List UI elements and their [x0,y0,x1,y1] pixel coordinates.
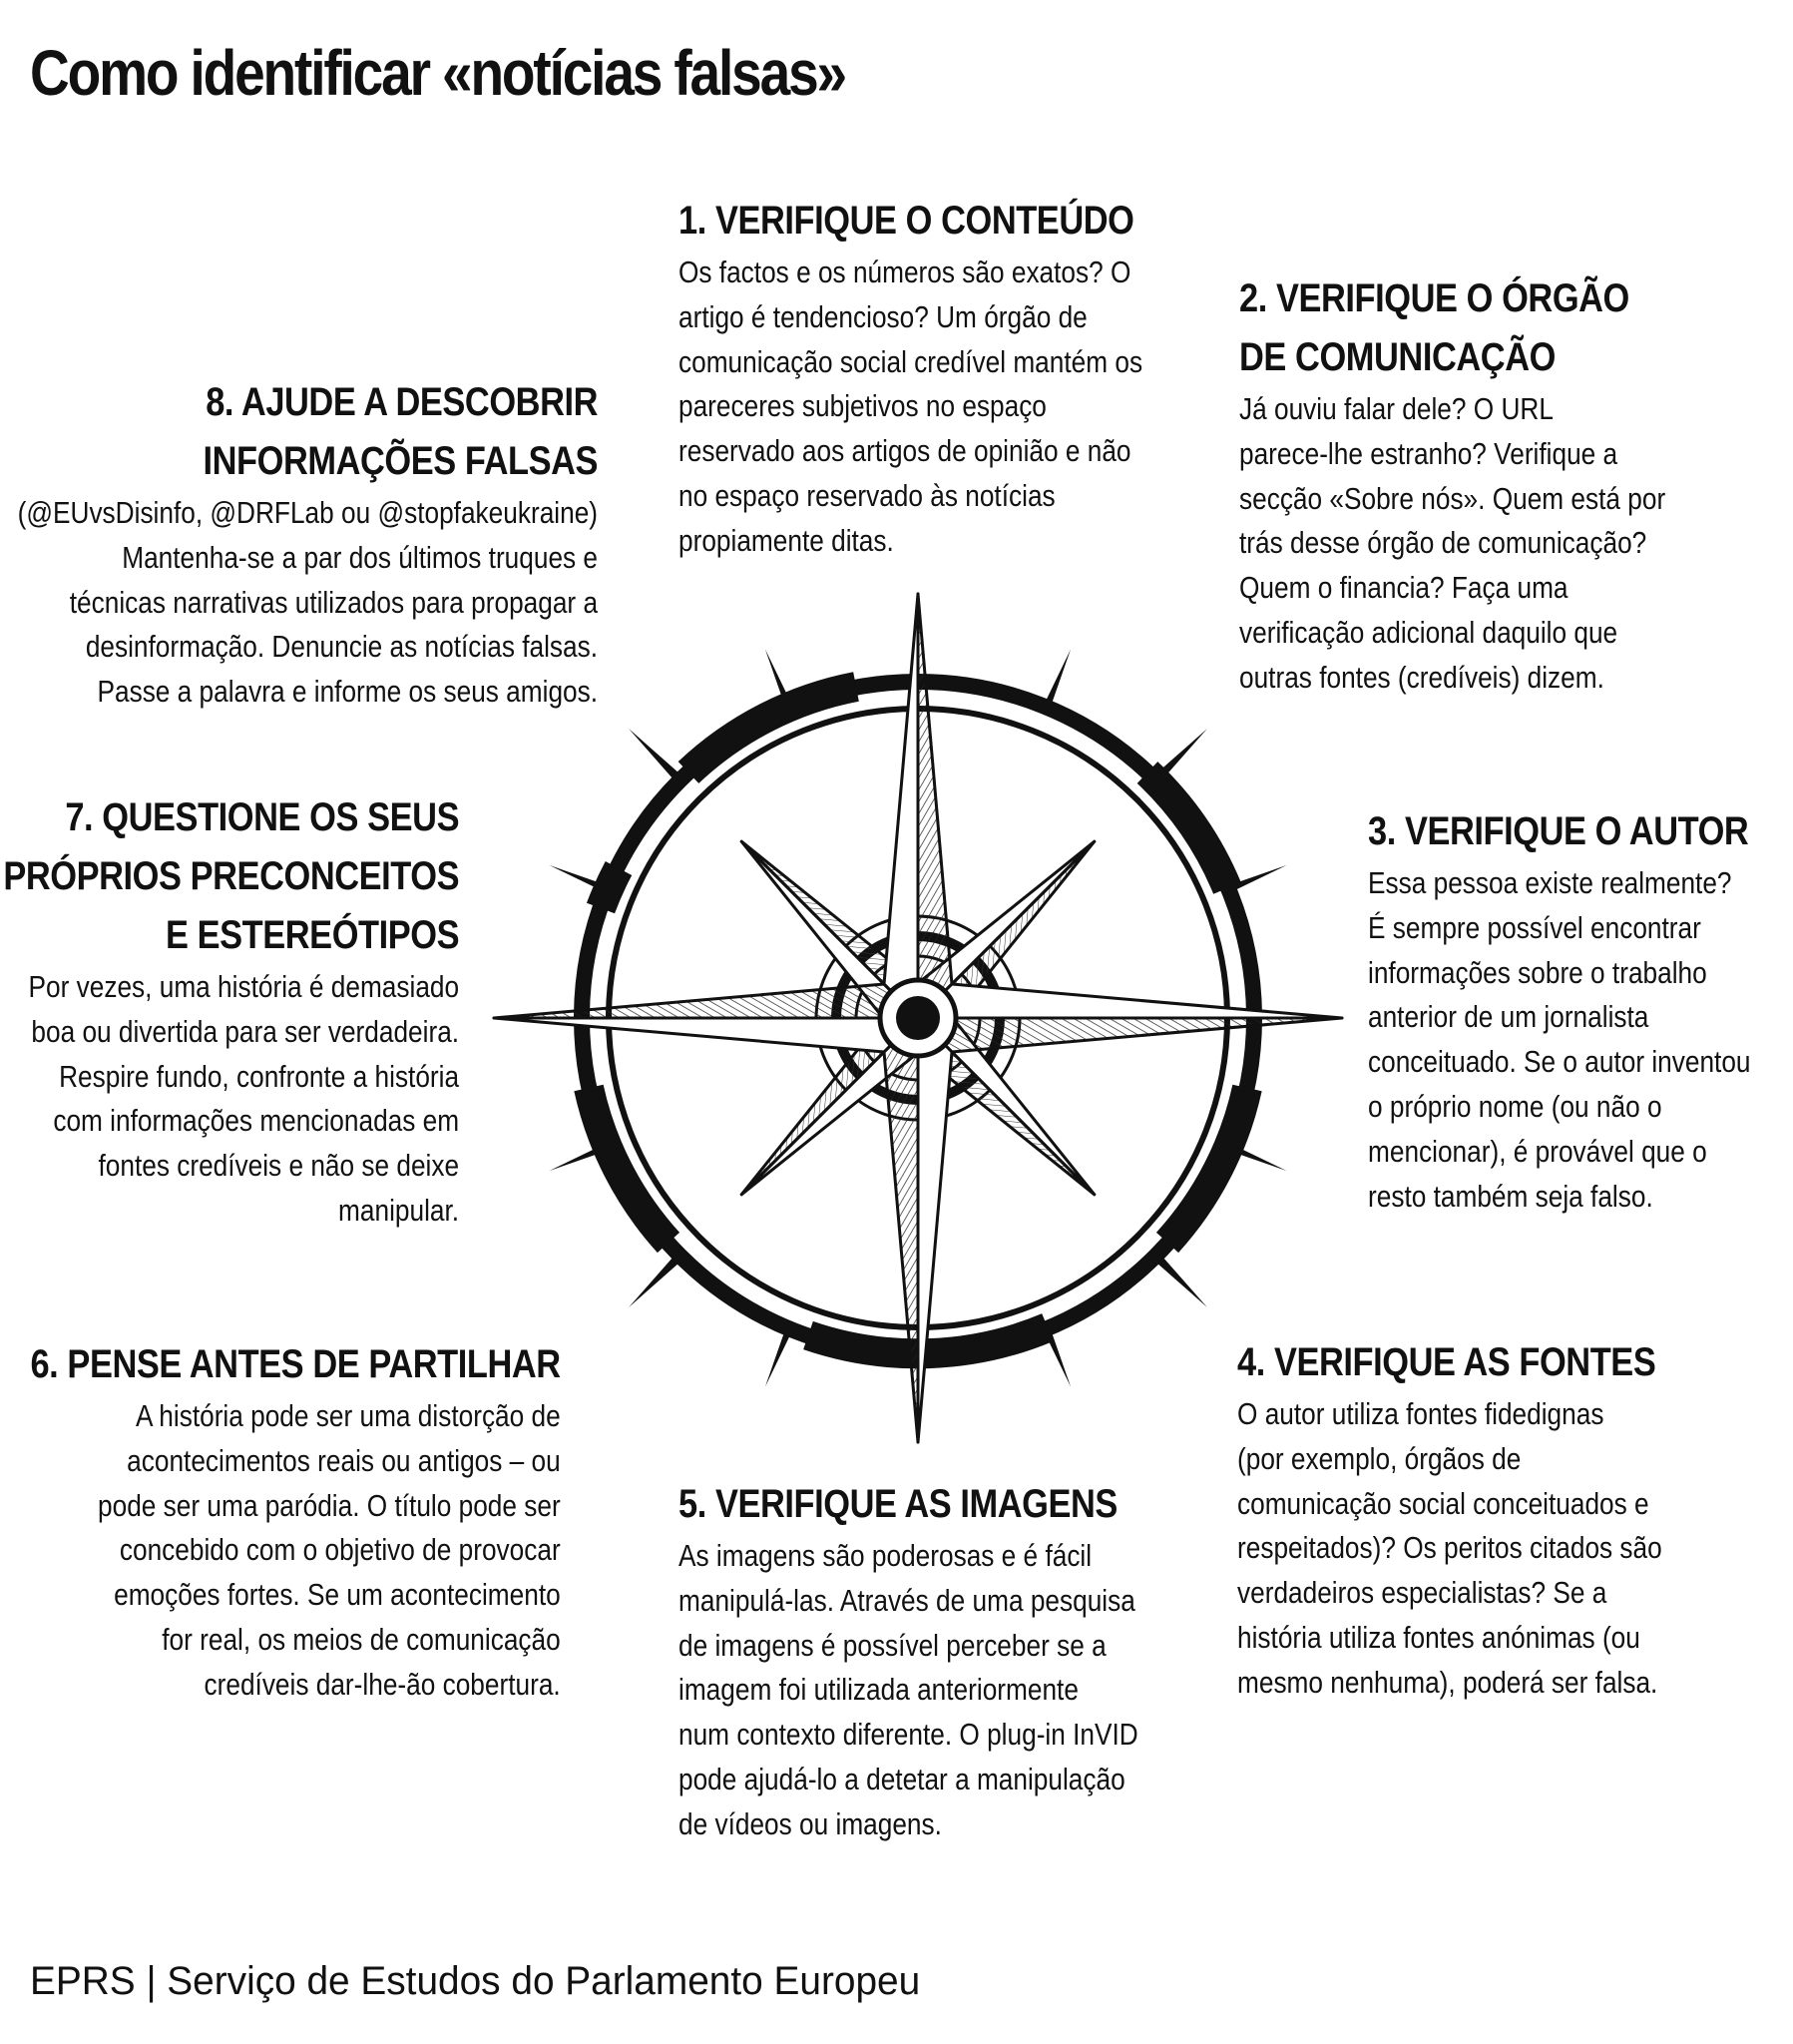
body-line: boa ou divertida para ser verdadeira. [31,1014,459,1049]
body-line: mencionar), é provável que o [1368,1134,1707,1169]
section-8-help-uncover-disinformation [0,373,598,715]
body-line: desinformação. Denuncie as notícias falsas. [85,630,598,665]
body-line: emoções fortes. Se um acontecimento [114,1578,561,1613]
source-footer [30,1959,948,2004]
compass-center [880,980,956,1056]
body-line: (por exemplo, órgãos de [1237,1441,1522,1476]
body-line: mesmo nenhuma), poderá ser falsa. [1237,1665,1658,1700]
section-heading: INFORMAÇÕES FALSAS [203,439,598,483]
section-heading: 3. VERIFIQUE O AUTOR [1368,809,1749,853]
section-heading: 8. AJUDE A DESCOBRIR [206,380,598,424]
body-line: artigo é tendencioso? Um órgão de [678,299,1088,334]
section-heading: 7. QUESTIONE OS SEUS [65,795,459,839]
body-line: É sempre possível encontrar [1368,910,1701,945]
footer-text: EPRS | Serviço de Estudos do Parlamento Europeu [30,1959,921,2003]
section-heading: 6. PENSE ANTES DE PARTILHAR [30,1342,561,1386]
body-line: técnicas narrativas utilizados para propagar a [69,585,598,620]
body-line: A história pode ser uma distorção de [136,1399,561,1433]
section-heading: PRÓPRIOS PRECONCEITOS [3,854,459,898]
body-line: comunicação social credível mantém os [678,344,1143,379]
section-heading: 4. VERIFIQUE AS FONTES [1237,1340,1656,1384]
body-line: credíveis dar-lhe-ão cobertura. [204,1667,561,1702]
body-line: de imagens é possível perceber se a [678,1628,1107,1663]
section-3-check-author [1368,802,1793,1219]
body-line: manipulá-las. Através de uma pesquisa [678,1583,1135,1618]
body-line: secção «Sobre nós». Quem está por [1239,481,1666,516]
body-line: verificação adicional daquilo que [1239,615,1618,650]
body-line: respeitados)? Os peritos citados são [1237,1531,1662,1566]
section-5-check-images [678,1475,1213,1847]
body-line: no espaço reservado às notícias [678,478,1056,513]
body-line: reservado aos artigos de opinião e não [678,434,1131,469]
body-line: manipular. [337,1193,459,1228]
body-line: parece-lhe estranho? Verifique a [1239,436,1618,471]
body-line: acontecimentos reais ou antigos – ou [127,1443,561,1478]
body-line: anterior de um jornalista [1368,1000,1649,1035]
section-6-think-before-sharing [0,1335,561,1708]
body-line: verdadeiros especialistas? Se a [1237,1576,1607,1611]
section-4-check-sources [1237,1333,1731,1706]
body-line: resto também seja falso. [1368,1179,1653,1214]
body-line: informações sobre o trabalho [1368,955,1707,990]
section-7-question-biases [0,788,459,1234]
body-line: Respire fundo, confronte a história [59,1059,459,1094]
body-line: pode ajudá-lo a detetar a manipulação [678,1762,1125,1796]
body-line: imagem foi utilizada anteriormente [678,1673,1079,1708]
body-line: pareceres subjetivos no espaço [678,389,1047,424]
body-line: fontes credíveis e não se deixe [98,1149,459,1184]
section-heading: 5. VERIFIQUE AS IMAGENS [678,1482,1118,1526]
body-line: Essa pessoa existe realmente? [1368,866,1732,900]
body-line: Já ouviu falar dele? O URL [1239,392,1554,426]
body-line: concebido com o objetivo de provocar [120,1533,561,1568]
body-line: Por vezes, uma história é demasiado [28,970,459,1004]
section-heading: 1. VERIFIQUE O CONTEÚDO [678,199,1134,243]
body-line: propiamente ditas. [678,523,894,558]
body-line: comunicação social conceituados e [1237,1486,1649,1521]
section-heading: 2. VERIFIQUE O ÓRGÃO [1239,276,1629,320]
body-line: com informações mencionadas em [53,1104,459,1139]
section-heading: DE COMUNICAÇÃO [1239,335,1556,379]
body-line: conceituado. Se o autor inventou [1368,1045,1751,1080]
section-heading: E ESTEREÓTIPOS [165,913,460,957]
body-line: Mantenha-se a par dos últimos truques e [122,540,598,575]
body-line: As imagens são poderosas e é fácil [678,1539,1093,1573]
body-line: trás desse órgão de comunicação? [1239,526,1647,561]
page-title: Como identificar «notícias falsas» [30,37,845,109]
body-line: pode ser uma paródia. O título pode ser [98,1488,561,1523]
body-line: de vídeos ou imagens. [678,1806,942,1841]
body-line: outras fontes (credíveis) dizem. [1239,660,1604,695]
body-line: (@EUvsDisinfo, @DRFLab ou @stopfakeukraine) [17,496,598,530]
section-1-check-content [678,192,1218,564]
body-line: Passe a palavra e informe os seus amigos. [97,675,598,710]
section-2-check-media-outlet [1239,269,1735,701]
body-line: história utiliza fontes anónimas (ou [1237,1620,1640,1655]
body-line: num contexto diferente. O plug-in InVID [678,1718,1138,1753]
body-line: for real, os meios de comunicação [162,1622,561,1657]
body-line: Os factos e os números são exatos? O [678,256,1131,289]
body-line: O autor utiliza fontes fidedignas [1237,1397,1604,1431]
body-line: o próprio nome (ou não o [1368,1089,1662,1124]
body-line: Quem o financia? Faça uma [1239,571,1569,606]
